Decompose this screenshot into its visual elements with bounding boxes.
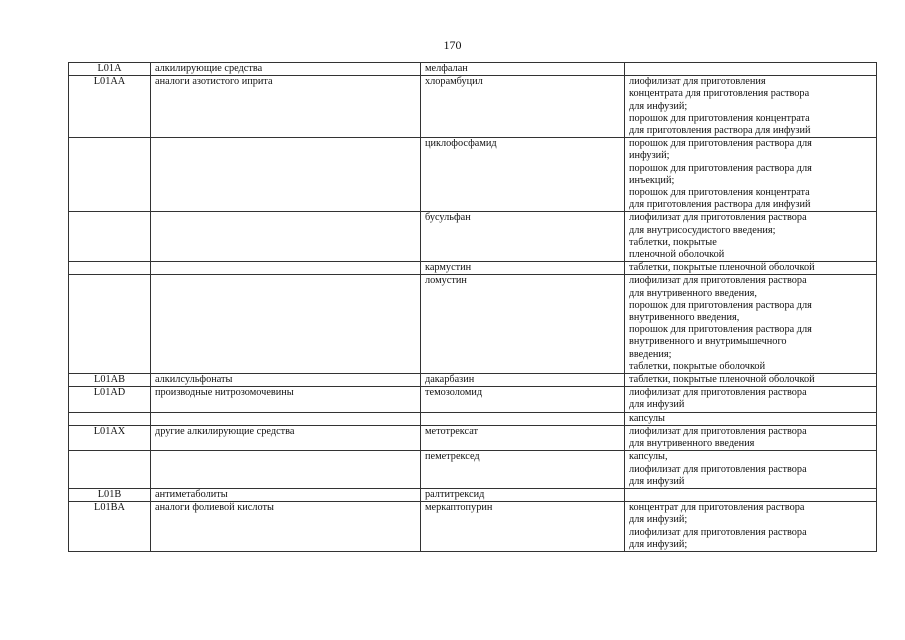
drug-name-cell: ломустин [421, 275, 625, 374]
table-row [69, 275, 877, 374]
group-name-cell [151, 412, 421, 425]
table-row [69, 425, 877, 450]
dosage-forms-cell [625, 488, 877, 501]
group-name-cell [151, 212, 421, 262]
drug-table [68, 62, 877, 552]
group-name-cell: антиметаболиты [151, 488, 421, 501]
drug-name-cell: меркаптопурин [421, 502, 625, 552]
group-name-cell: алкилсульфонаты [151, 374, 421, 387]
drug-name-cell: дакарбазин [421, 374, 625, 387]
atc-code-cell: L01AX [69, 425, 151, 450]
group-name-cell [151, 138, 421, 212]
dosage-forms-cell: лиофилизат для приготовления концентрата для приготовления раствора для инфузий; порошок для приготовления концентрата для приготовления раствора для инфузий [625, 76, 877, 138]
dosage-forms-cell: таблетки, покрытые пленочной оболочкой [625, 262, 877, 275]
dosage-forms-cell: таблетки, покрытые пленочной оболочкой [625, 374, 877, 387]
drug-name-cell: циклофосфамид [421, 138, 625, 212]
table-row [69, 76, 877, 138]
table-row [69, 502, 877, 552]
atc-code-cell: L01AA [69, 76, 151, 138]
group-name-cell: производные нитрозомочевины [151, 387, 421, 412]
dosage-forms-cell: лиофилизат для приготовления раствора для внутрисосудистого введения; таблетки, покрытые пленочной оболочкой [625, 212, 877, 262]
group-name-cell [151, 275, 421, 374]
dosage-forms-cell: капсулы, лиофилизат для приготовления раствора для инфузий [625, 451, 877, 489]
atc-code-cell [69, 275, 151, 374]
dosage-forms-cell: лиофилизат для приготовления раствора для внутривенного введения, порошок для приготовления раствора для внутривенного введения, порошок для приготовления раствора для внутривенного и внутримышечного введения; таблетки, покрытые оболочкой [625, 275, 877, 374]
group-name-cell: алкилирующие средства [151, 63, 421, 76]
atc-code-cell: L01BA [69, 502, 151, 552]
group-name-cell: аналоги фолиевой кислоты [151, 502, 421, 552]
table-row [69, 212, 877, 262]
table-row [69, 63, 877, 76]
atc-code-cell: L01AB [69, 374, 151, 387]
atc-code-cell [69, 212, 151, 262]
group-name-cell: аналоги азотистого иприта [151, 76, 421, 138]
drug-name-cell [421, 412, 625, 425]
atc-code-cell: L01B [69, 488, 151, 501]
table-row [69, 451, 877, 489]
group-name-cell: другие алкилирующие средства [151, 425, 421, 450]
drug-name-cell: хлорамбуцил [421, 76, 625, 138]
dosage-forms-cell: порошок для приготовления раствора для инфузий; порошок для приготовления раствора для инъекций; порошок для приготовления концентрата для приготовления раствора для инфузий [625, 138, 877, 212]
drug-name-cell: бусульфан [421, 212, 625, 262]
table-row [69, 374, 877, 387]
dosage-forms-cell: лиофилизат для приготовления раствора для инфузий [625, 387, 877, 412]
group-name-cell [151, 451, 421, 489]
atc-code-cell [69, 412, 151, 425]
dosage-forms-cell [625, 63, 877, 76]
drug-name-cell: пеметрексед [421, 451, 625, 489]
table-row [69, 412, 877, 425]
atc-code-cell [69, 262, 151, 275]
drug-name-cell: кармустин [421, 262, 625, 275]
table-row [69, 262, 877, 275]
dosage-forms-cell: капсулы [625, 412, 877, 425]
drug-name-cell: темозоломид [421, 387, 625, 412]
page-number: 170 [443, 38, 462, 52]
group-name-cell [151, 262, 421, 275]
atc-code-cell: L01A [69, 63, 151, 76]
dosage-forms-cell: концентрат для приготовления раствора для инфузий; лиофилизат для приготовления раствора для инфузий; [625, 502, 877, 552]
drug-name-cell: метотрексат [421, 425, 625, 450]
atc-code-cell [69, 451, 151, 489]
drug-name-cell: ралтитрексид [421, 488, 625, 501]
atc-code-cell: L01AD [69, 387, 151, 412]
atc-code-cell [69, 138, 151, 212]
dosage-forms-cell: лиофилизат для приготовления раствора для внутривенного введения [625, 425, 877, 450]
table-row [69, 488, 877, 501]
table-row [69, 138, 877, 212]
drug-name-cell: мелфалан [421, 63, 625, 76]
table-row [69, 387, 877, 412]
